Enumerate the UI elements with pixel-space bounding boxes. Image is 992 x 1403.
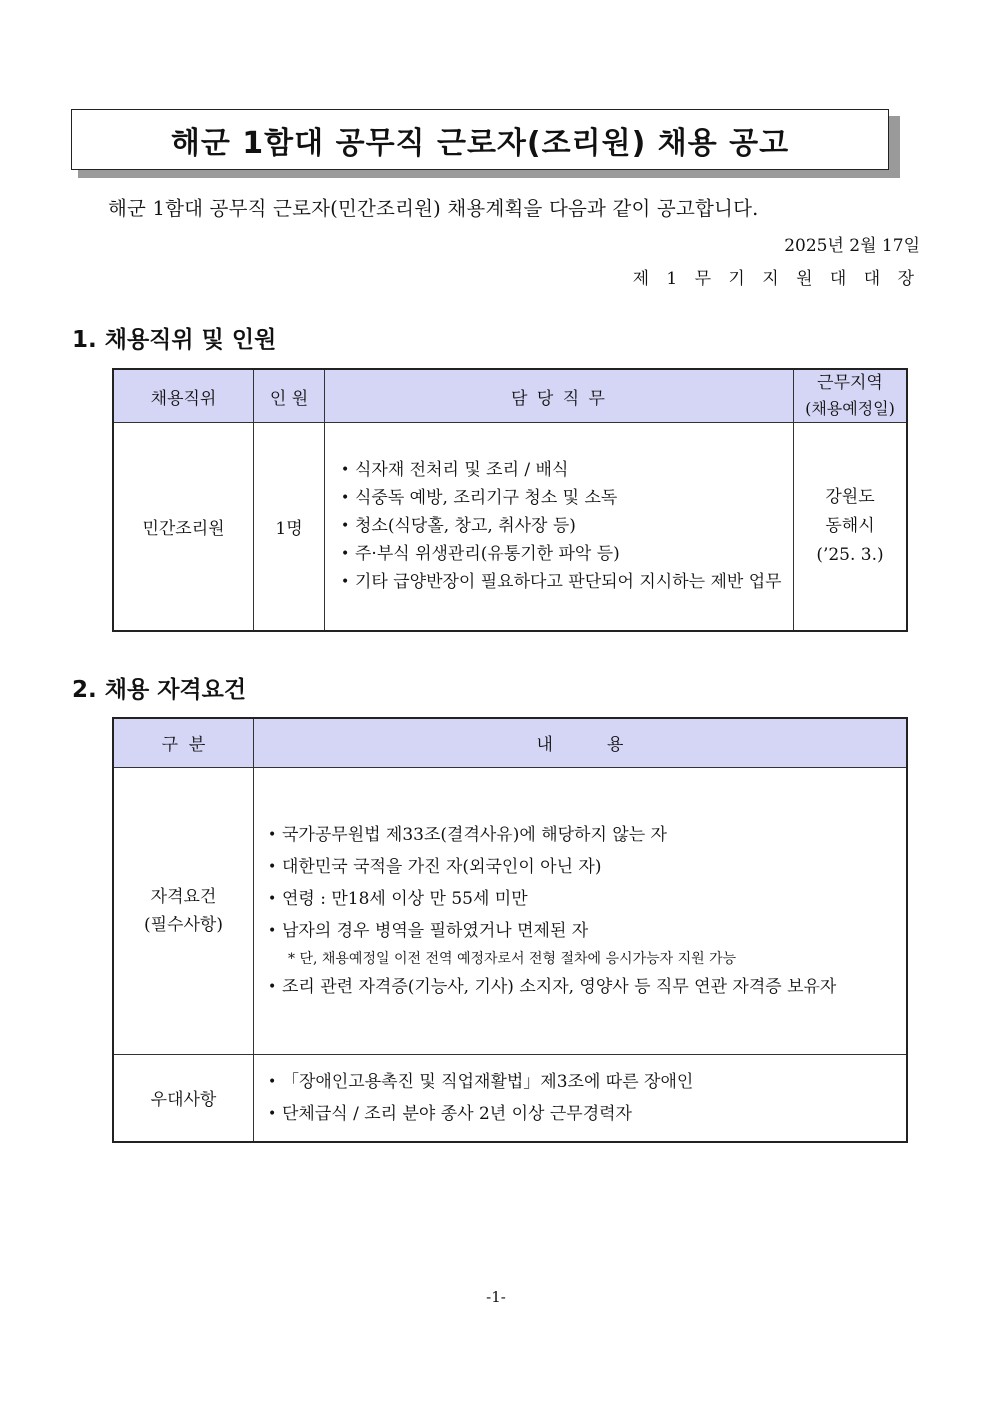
header-position: 채용직위 <box>113 369 254 423</box>
duty-item: • 식자재 전처리 및 조리 / 배식 <box>339 456 783 484</box>
required-label-cell <box>113 767 254 1054</box>
preferred-row <box>113 1054 907 1142</box>
qualification-table-header <box>113 718 907 767</box>
required-list-last <box>266 971 858 1003</box>
duty-item: • 식중독 예방, 조리기구 청소 및 소독 <box>339 484 783 512</box>
header-content: 내 용 <box>254 718 908 767</box>
preferred-item: • 「장애인고용촉진 및 직업재활법」제3조에 따른 장애인 <box>266 1066 894 1098</box>
duty-item: • 청소(식당홀, 창고, 취사장 등) <box>339 512 783 540</box>
required-item: • 국가공무원법 제33조(결격사유)에 해당하지 않는 자 <box>266 819 858 851</box>
page-title-text: 해군 1함대 공무직 근로자(조리원) 채용 공고 <box>170 125 790 161</box>
preferred-list <box>266 1066 894 1130</box>
military-note: * 단, 채용예정일 이전 전역 예정자로서 전형 절차에 응시가능자 지원 가능 <box>288 950 737 967</box>
required-list <box>266 819 858 947</box>
page-number: -1- <box>486 1288 506 1306</box>
duties-list <box>339 456 783 596</box>
preferred-content-cell <box>254 1054 908 1142</box>
required-label-line2: (필수사항) <box>144 914 223 935</box>
issuer: 제 1 무 기 지 원 대 대 장 <box>632 269 920 289</box>
header-duties: 담 당 직 무 <box>325 369 794 423</box>
section1-title: 1. 채용직위 및 인원 <box>72 327 277 353</box>
page-title <box>71 109 889 170</box>
region-line3: (’25. 3.) <box>816 544 884 565</box>
duties-cell <box>325 423 794 631</box>
preferred-label-cell: 우대사항 <box>113 1054 254 1142</box>
required-item: • 조리 관련 자격증(기능사, 기사) 소지자, 영양사 등 직무 연관 자격증 보유자 <box>266 971 858 1003</box>
position-table <box>112 368 908 632</box>
required-label-line1: 자격요건 <box>150 886 217 907</box>
qualification-table <box>112 717 908 1143</box>
header-region-line2: (채용예정일) <box>805 399 895 418</box>
required-row <box>113 767 907 1054</box>
duty-item: • 기타 급양반장이 필요하다고 판단되어 지시하는 제반 업무 <box>339 568 783 596</box>
required-item: • 대한민국 국적을 가진 자(외국인이 아닌 자) <box>266 851 858 883</box>
preferred-item: • 단체급식 / 조리 분야 종사 2년 이상 근무경력자 <box>266 1098 894 1130</box>
required-item: • 연령 : 만18세 이상 만 55세 미만 <box>266 883 858 915</box>
header-region-line1: 근무지역 <box>817 373 883 393</box>
region-cell <box>794 423 908 631</box>
position-table-header <box>113 369 907 423</box>
region-line2: 동해시 <box>825 515 875 536</box>
position-cell: 민간조리원 <box>113 423 254 631</box>
intro-text: 해군 1함대 공무직 근로자(민간조리원) 채용계획을 다음과 같이 공고합니다. <box>108 197 759 220</box>
section2-title: 2. 채용 자격요건 <box>72 677 247 703</box>
duty-item: • 주·부식 위생관리(유통기한 파악 등) <box>339 540 783 568</box>
header-category: 구 분 <box>113 718 254 767</box>
required-item: • 남자의 경우 병역을 필하였거나 면제된 자 <box>266 915 858 947</box>
region-line1: 강원도 <box>825 486 875 507</box>
required-content-cell <box>254 767 908 1054</box>
count-cell: 1명 <box>254 423 325 631</box>
announcement-date: 2025년 2월 17일 <box>784 236 920 256</box>
header-region <box>794 369 908 423</box>
header-count: 인 원 <box>254 369 325 423</box>
position-table-row <box>113 423 907 631</box>
